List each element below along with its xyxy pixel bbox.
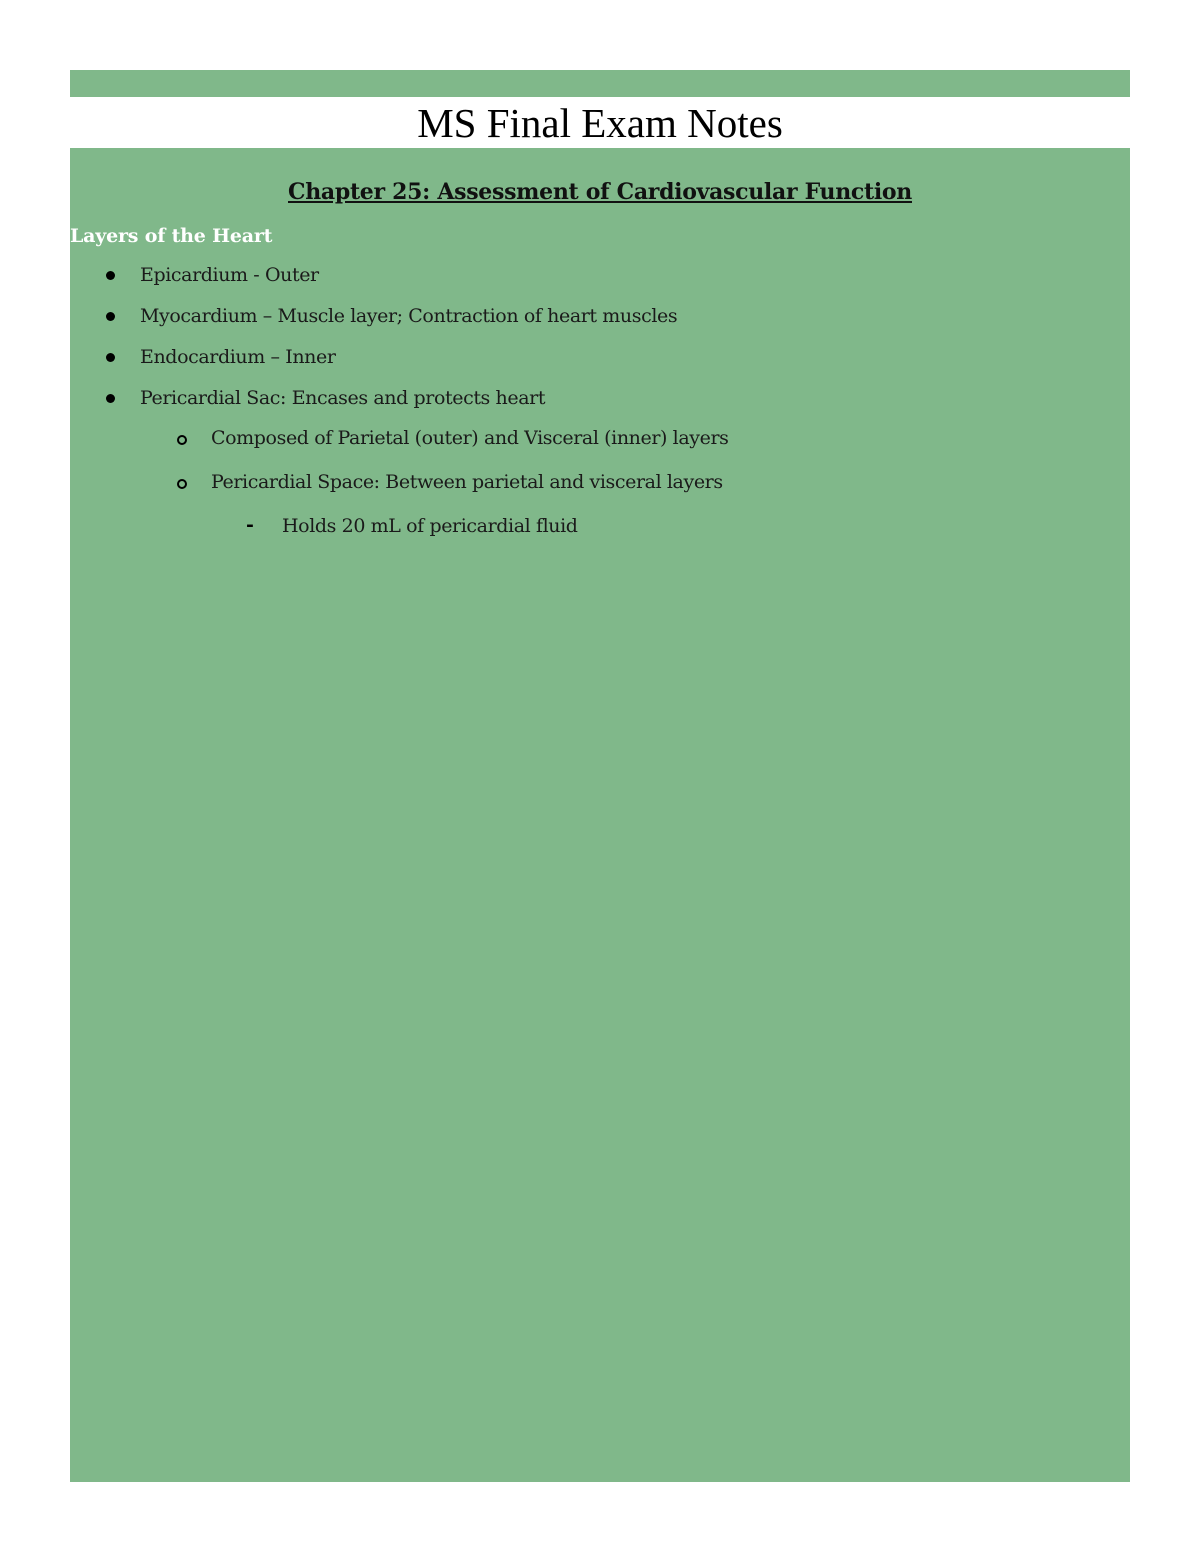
bullet-ring-icon bbox=[177, 435, 187, 445]
bullet-ring-icon bbox=[177, 479, 187, 489]
sub-list-item: Pericardial Space: Between parietal and visceral layers bbox=[211, 471, 723, 493]
sub-list-item: Composed of Parietal (outer) and Visceral (inner) layers bbox=[211, 427, 729, 449]
list-item: Pericardial Sac: Encases and protects heart bbox=[140, 387, 546, 409]
list-item: Endocardium – Inner bbox=[140, 346, 336, 368]
document-title: MS Final Exam Notes bbox=[417, 100, 783, 146]
bullet-dot-icon bbox=[106, 353, 115, 362]
list-item: Epicardium - Outer bbox=[140, 264, 319, 286]
list-item: Myocardium – Muscle layer; Contraction of heart muscles bbox=[140, 305, 678, 327]
bullet-dot-icon bbox=[106, 312, 115, 321]
bullet-dot-icon bbox=[106, 394, 115, 403]
section-heading: Layers of the Heart bbox=[70, 225, 273, 247]
chapter-heading: Chapter 25: Assessment of Cardiovascular Function bbox=[288, 179, 912, 205]
sub-sub-list-item: Holds 20 mL of pericardial fluid bbox=[282, 515, 578, 537]
dash-icon: - bbox=[246, 514, 254, 536]
content-panel bbox=[70, 148, 1130, 1482]
bullet-dot-icon bbox=[106, 271, 115, 280]
title-top-band bbox=[70, 70, 1130, 97]
